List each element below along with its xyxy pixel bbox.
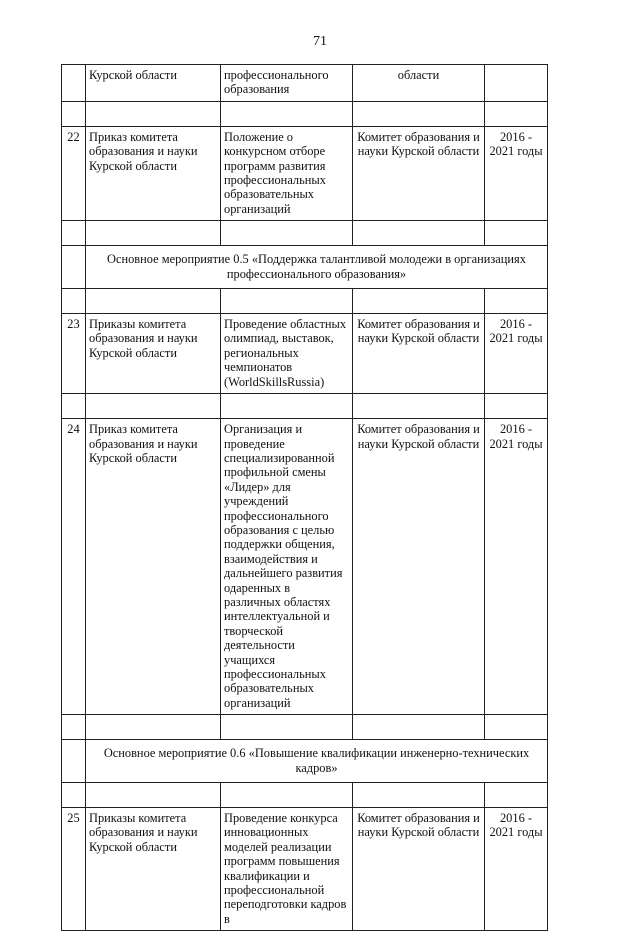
cell-number: 23 <box>62 314 86 394</box>
measures-table <box>61 64 548 931</box>
cell-period: 2016 - 2021 годы <box>485 126 548 220</box>
cell-document: Приказ комитета образования и науки Курской области <box>86 126 221 220</box>
table-spacer-row <box>62 289 548 314</box>
cell-activity: Положение о конкурсном отборе программ развития профессиональных образовательных организаций <box>221 126 353 220</box>
table-row-23 <box>62 314 548 394</box>
cell-document: Приказ комитета образования и науки Курской области <box>86 419 221 715</box>
section-row-06 <box>62 740 548 783</box>
page-number: 71 <box>313 34 327 49</box>
cell-number: 25 <box>62 808 86 931</box>
table-row-25 <box>62 808 548 931</box>
cell-period: 2016 - 2021 годы <box>485 419 548 715</box>
cell-executor: Комитет образования и науки Курской области <box>353 419 485 715</box>
section-title: Основное мероприятие 0.6 «Повышение квалификации инженерно-технических кадров» <box>86 740 548 783</box>
cell-document: Курской области <box>86 65 221 102</box>
table-spacer-row <box>62 221 548 246</box>
cell-period: 2016 - 2021 годы <box>485 314 548 394</box>
cell-document: Приказы комитета образования и науки Курской области <box>86 808 221 931</box>
cell-period: 2016 - 2021 годы <box>485 808 548 931</box>
table-spacer-row <box>62 101 548 126</box>
cell-executor: области <box>353 65 485 102</box>
cell-executor: Комитет образования и науки Курской области <box>353 126 485 220</box>
cell-executor: Комитет образования и науки Курской области <box>353 314 485 394</box>
cell-document: Приказы комитета образования и науки Курской области <box>86 314 221 394</box>
table-spacer-row <box>62 783 548 808</box>
cell-activity: профессионального образования <box>221 65 353 102</box>
table-spacer-row <box>62 715 548 740</box>
cell-number: 24 <box>62 419 86 715</box>
cell-activity: Проведение областных олимпиад, выставок, региональных чемпионатов (WorldSkillsRussia) <box>221 314 353 394</box>
cell-number <box>62 65 86 102</box>
table-row-22 <box>62 126 548 220</box>
table-row-continued <box>62 65 548 102</box>
section-row-05 <box>62 246 548 289</box>
cell-activity: Проведение конкурса инновационных моделей реализации программ повышения квалификации и профессиональной переподготовки кадров в <box>221 808 353 931</box>
section-title: Основное мероприятие 0.5 «Поддержка талантливой молодежи в организациях профессионального образования» <box>86 246 548 289</box>
table-row-24 <box>62 419 548 715</box>
table-spacer-row <box>62 394 548 419</box>
cell-executor: Комитет образования и науки Курской области <box>353 808 485 931</box>
cell-period <box>485 65 548 102</box>
cell-number: 22 <box>62 126 86 220</box>
cell-activity: Организация и проведение специализированной профильной смены «Лидер» для учреждений профессионального образования с целью поддержки общения, взаимодействия и дальнейшего развития одаренных в различных областях интеллектуальной и творческой деятельности учащихся профессиональных образовательных организаций <box>221 419 353 715</box>
